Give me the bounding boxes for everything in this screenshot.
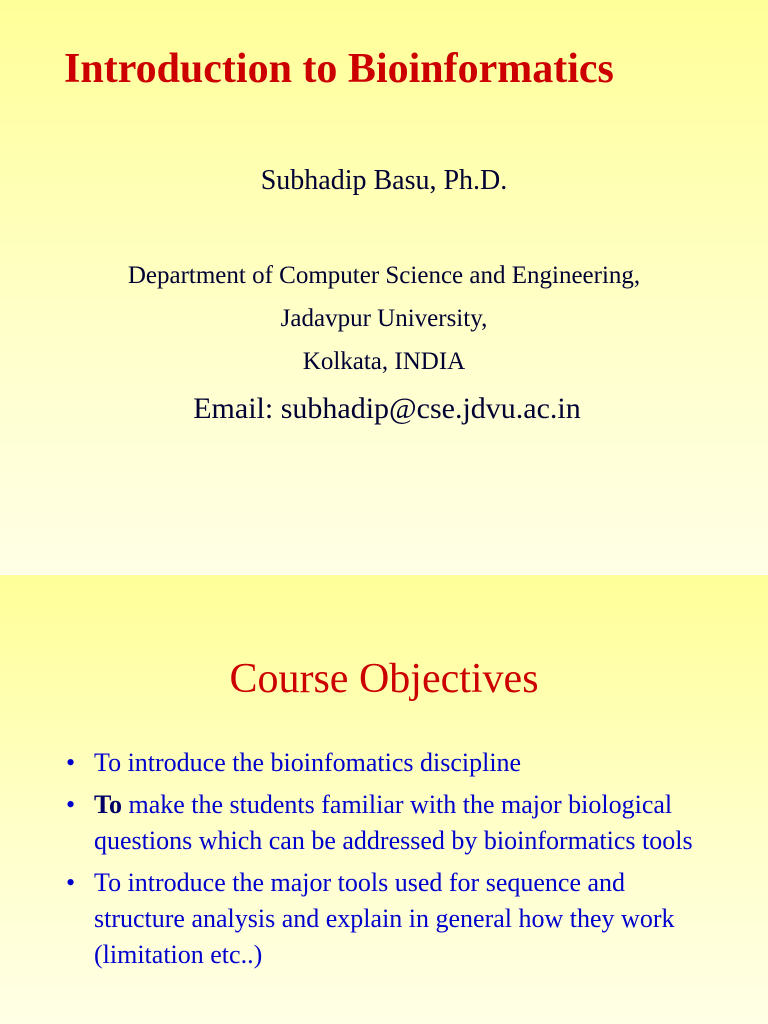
location-line: Kolkata, INDIA <box>302 348 466 375</box>
bullet-text: To introduce the major tools used for sequence and structure analysis and explain in general how they work (limitation etc..) <box>94 868 675 969</box>
slide-title: Course Objectives <box>229 656 539 702</box>
bullet-lead-word: To <box>94 790 122 819</box>
slide-title: Introduction to Bioinformatics <box>64 46 614 92</box>
department-line: Department of Computer Science and Engineering, <box>127 262 641 289</box>
list-item <box>62 865 722 973</box>
email-address: Email: subhadip@cse.jdvu.ac.in <box>193 392 581 425</box>
bullet-icon: • <box>66 868 76 897</box>
list-item <box>62 745 722 781</box>
bullet-icon: • <box>66 790 76 819</box>
bullet-text: To introduce the bioinfomatics discipline <box>94 748 522 777</box>
author-name: Subhadip Basu, Ph.D. <box>260 165 508 196</box>
list-item <box>62 787 722 859</box>
objectives-list <box>62 745 722 979</box>
bullet-icon: • <box>66 748 76 777</box>
university-line: Jadavpur University, <box>280 305 488 332</box>
objectives-slide <box>0 575 768 1024</box>
bullet-text: make the students familiar with the major biological questions which can be addressed by bioinformatics tools <box>94 790 693 855</box>
